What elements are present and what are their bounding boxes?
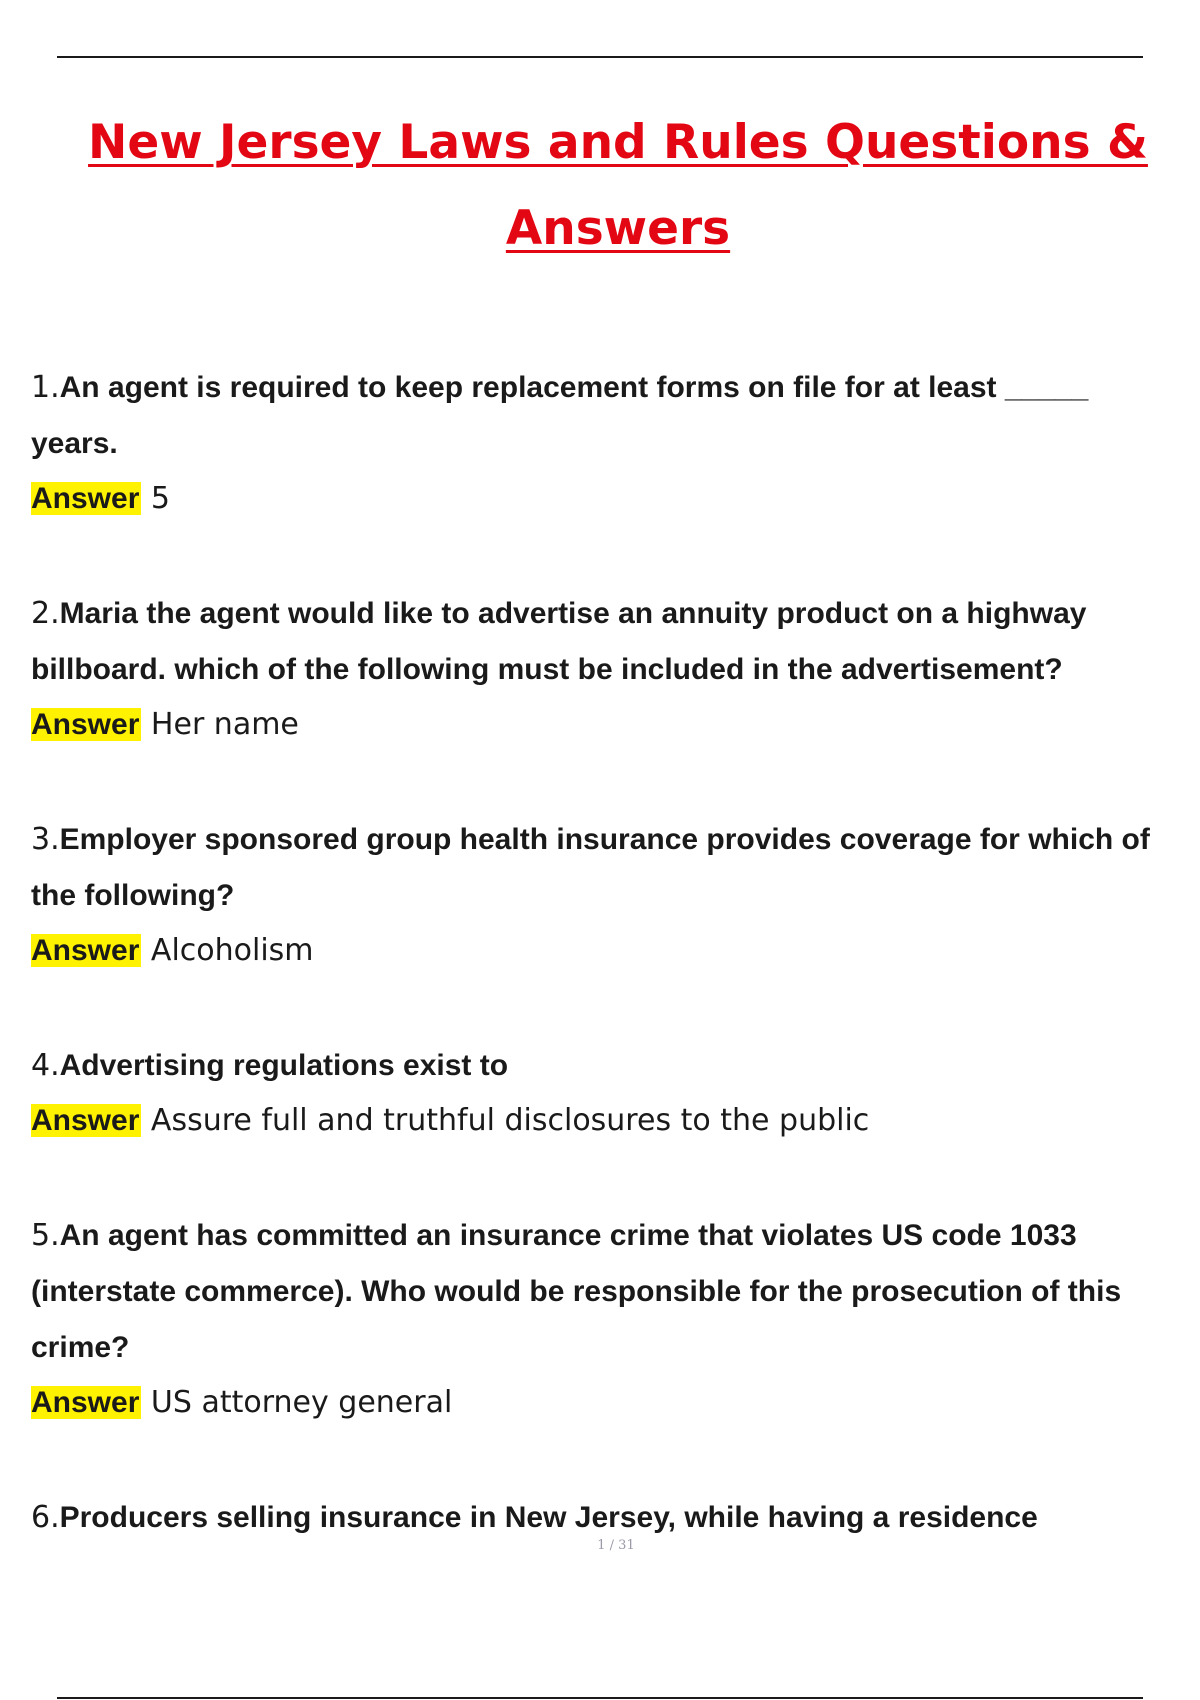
question-text: 3.Employer sponsored group health insurance provides coverage for which of the following? — [31, 822, 1150, 912]
title-line-1: New Jersey Laws and Rules Questions & — [88, 115, 1148, 170]
header-rule — [57, 56, 1143, 58]
question-text: 6.Producers selling insurance in New Jersey, while having a residence — [31, 1500, 1038, 1535]
title-line-2: Answers — [505, 201, 731, 256]
answer-text: Her name — [150, 707, 299, 742]
question-number: 6. — [31, 1500, 60, 1535]
answer-label: Answer — [31, 934, 140, 967]
answer-line — [31, 1376, 1171, 1430]
answer-text: 5 — [150, 481, 171, 516]
question-number: 5. — [31, 1218, 60, 1253]
answer-line — [31, 698, 1171, 752]
answer-label: Answer — [31, 708, 140, 741]
answer-text: US attorney general — [150, 1385, 453, 1420]
answer-line — [31, 472, 1171, 526]
question-number: 4. — [31, 1048, 60, 1083]
answer-line — [31, 924, 1171, 978]
answer-label: Answer — [31, 482, 140, 515]
qa-item — [31, 1208, 1171, 1430]
question-text: 5.An agent has committed an insurance crime that violates US code 1033 (interstate commerce). Who would be responsible for the prosecution of this crime? — [31, 1218, 1122, 1364]
qa-item — [31, 586, 1171, 752]
page-indicator: 1 / 31 — [597, 1538, 635, 1553]
question-number: 1. — [31, 370, 60, 405]
question-text: 4.Advertising regulations exist to — [31, 1048, 509, 1083]
question-number: 2. — [31, 596, 60, 631]
footer-rule — [57, 1697, 1143, 1699]
question-number: 3. — [31, 822, 60, 857]
answer-label: Answer — [31, 1386, 140, 1419]
answer-line — [31, 1094, 1171, 1148]
question-text: 2.Maria the agent would like to advertise an annuity product on a highway billboard. which of the following must be included in the advertisement? — [31, 596, 1087, 686]
qa-item — [31, 360, 1171, 526]
answer-text: Assure full and truthful disclosures to the public — [150, 1103, 870, 1138]
answer-label: Answer — [31, 1104, 140, 1137]
qa-item — [31, 812, 1171, 978]
question-text: 1.An agent is required to keep replacement forms on file for at least _____ years. — [31, 370, 1089, 460]
document-title — [30, 100, 1200, 272]
qa-list — [31, 360, 1171, 1546]
qa-item — [31, 1038, 1171, 1148]
answer-text: Alcoholism — [150, 933, 314, 968]
